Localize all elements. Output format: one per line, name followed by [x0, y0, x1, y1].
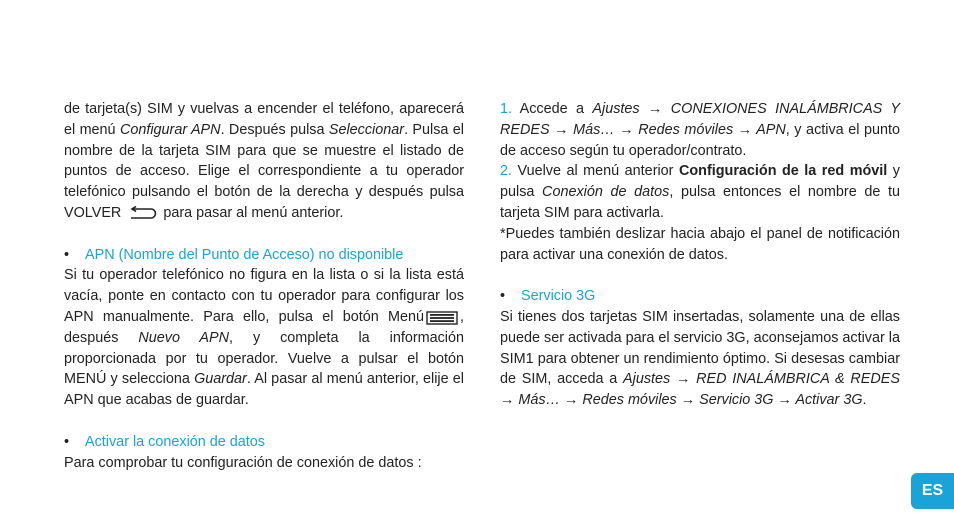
step-1-paragraph: [500, 99, 900, 161]
intro-italic-seleccionar: Seleccionar: [328, 121, 405, 138]
step-2-bold-config: Configuración de la red móvil: [678, 163, 888, 180]
apn-text-2: , después: [64, 308, 464, 346]
intro-text-1: de tarjeta(s) SIM y vuelvas a encender el teléfono, aparecerá el menú: [64, 101, 464, 138]
step-2-paragraph: [500, 161, 900, 223]
step-1-text-1: Accede a: [512, 101, 593, 117]
apn-text-1: Si tu operador telefónico no figura en la lista o si la lista está vacía, ponte en contacto con tu operador para configurar los APN manualmente. Para ello, pulsa el botón Menú: [64, 267, 464, 325]
spacer: [64, 224, 464, 245]
bullet-dot: •: [500, 288, 506, 305]
step-1-number: 1.: [500, 101, 513, 117]
step-1-italic-path: Ajustes → CONEXIONES INALÁMBRICAS Y REDES → Más… → Redes móviles → APN: [500, 101, 901, 138]
g3-text-2: .: [862, 392, 867, 409]
back-arrow-icon: [127, 206, 157, 220]
bullet-dot: •: [64, 246, 70, 263]
apn-text-4: . Al pasar al menú anterior, elije el APN que acabas de guardar.: [64, 371, 464, 409]
step-2-text-1: Vuelve al menú anterior: [512, 163, 679, 180]
apn-italic-nuevo-apn: Nuevo APN: [138, 329, 229, 346]
intro-text-2: . Después pulsa: [220, 121, 329, 138]
step-2-text-3: , pulsa entonces el nombre de tu tarjeta SIM para activarla.: [500, 184, 900, 221]
intro-text-4: para pasar al menú anterior.: [159, 204, 344, 221]
data-paragraph: Para comprobar tu configuración de conexión de datos :: [64, 454, 422, 471]
left-column: [64, 99, 464, 473]
language-badge: ES: [911, 473, 954, 509]
data-heading-text: Activar la conexión de datos: [85, 433, 265, 450]
g3-paragraph: [500, 307, 900, 411]
step-2-italic-conexion: Conexión de datos: [542, 184, 670, 201]
data-heading: [64, 432, 464, 453]
apn-italic-guardar: Guardar: [194, 371, 247, 388]
intro-italic-configurar-apn: Configurar APN: [119, 121, 221, 138]
step-2-number: 2.: [500, 163, 513, 180]
g3-italic-path: Ajustes → RED INALÁMBRICA & REDES → Más… → Redes móviles → Servicio 3G → Activar 3G: [500, 371, 900, 409]
apn-heading: [64, 245, 464, 266]
right-column: [500, 99, 900, 411]
apn-text-3: , y completa la información proporcionada por tu operador. Vuelve a pulsar el botón MENÚ y selecciona: [64, 329, 465, 388]
intro-paragraph: [64, 99, 464, 224]
spacer: [64, 411, 464, 432]
step-1-text-2: , y activa el punto de acceso según tu operador/contrato.: [500, 121, 900, 159]
g3-text-1: Si tienes dos tarjetas SIM insertadas, solamente una de ellas puede ser activada para el servicio 3G, aconsejamos activar la SIM1 para obtener un rendimiento óptimo. Si desesas cambiar de SIM, acceda a: [500, 308, 900, 388]
bullet-dot: •: [64, 433, 70, 450]
intro-text-3: . Pulsa el nombre de la tarjeta SIM para que se muestre el listado de puntos de acceso. Elige el correspondiente a tu operador telefónico pulsando el botón de la derecha y después pulsa VOLVER: [64, 121, 464, 221]
g3-heading-text: Servicio 3G: [521, 288, 596, 305]
note-paragraph: *Puedes también deslizar hacia abajo el panel de notificación para activar una conexión de datos.: [500, 225, 900, 263]
apn-heading-text: APN (Nombre del Punto de Acceso) no disponible: [85, 246, 404, 263]
apn-paragraph: [64, 265, 464, 411]
menu-icon: [426, 311, 458, 325]
step-2-text-2: y pulsa: [500, 163, 900, 201]
spacer: [500, 265, 900, 286]
g3-heading: [500, 286, 900, 307]
